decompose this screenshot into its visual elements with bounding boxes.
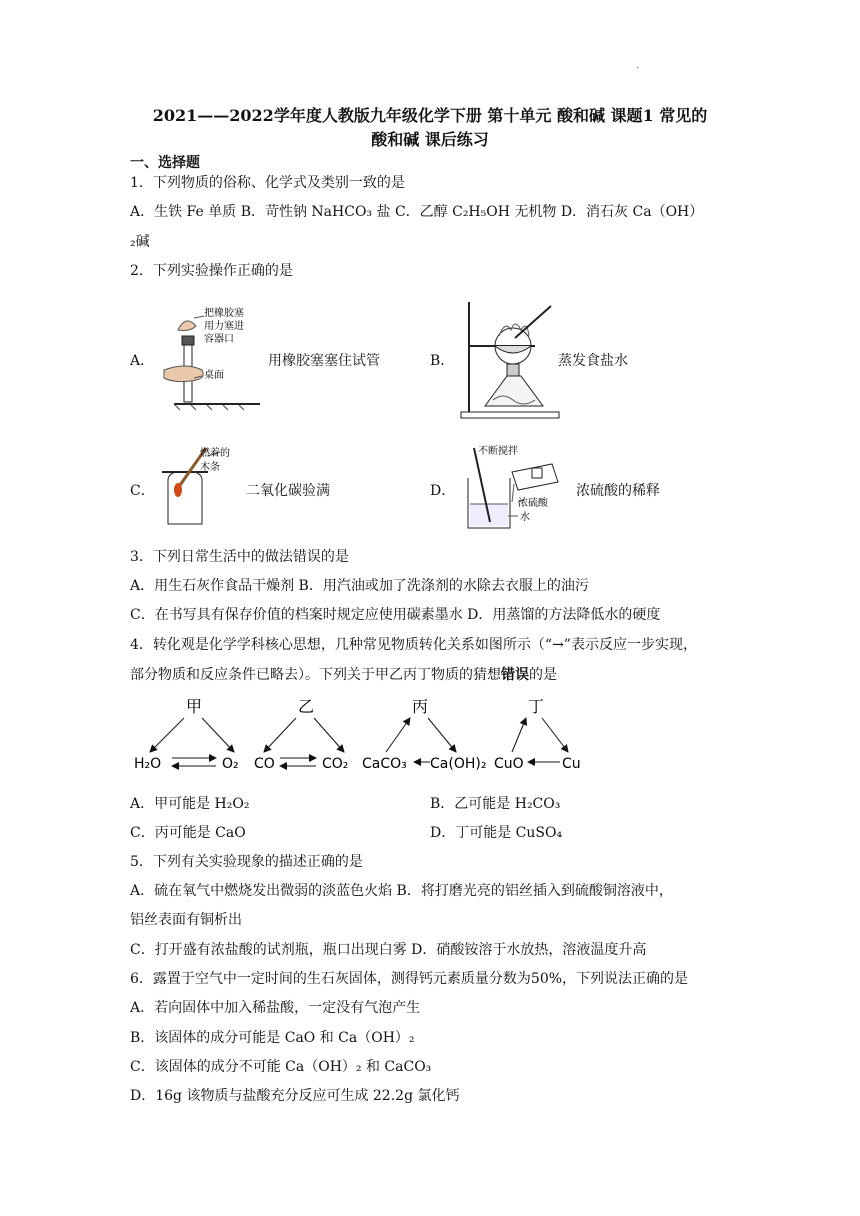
q4-stem-2a: 部分物质和反应条件已略去）。下列关于甲乙丙丁物质的猜想	[130, 667, 501, 683]
q5-line-1: A．硫在氧气中燃烧发出微弱的淡蓝色火焰 B．将打磨光亮的铝丝插入到硫酸铜溶液中，	[130, 883, 673, 899]
q4-stem-2c: 的是	[529, 667, 557, 683]
q5-line-3: C．打开盛有浓盐酸的试剂瓶，瓶口出现白雾 D．硝酸铵溶于水放热，溶液温度升高	[130, 942, 647, 958]
q2-option-a-text: 用橡胶塞塞住试管	[268, 353, 380, 369]
q3-line-2: C．在书写具有保存价值的档案时规定应使用碳素墨水 D．用蒸馏的方法降低水的硬度	[130, 607, 661, 623]
evaporation-figure	[455, 296, 565, 422]
node-o2: O₂	[222, 756, 239, 772]
stopper-label-3: 容器口	[204, 334, 234, 345]
q6-option-a: A．若向固体中加入稀盐酸，一定没有气泡产生	[130, 1000, 421, 1016]
q4-option-b: B．乙可能是 H₂CO₃	[430, 796, 561, 812]
q4-option-d: D．丁可能是 CuSO₄	[430, 825, 563, 841]
q2-option-c-text: 二氧化碳验满	[246, 483, 330, 499]
q4-option-a: A．甲可能是 H₂O₂	[130, 796, 250, 812]
q1-options-tail: ₂碱	[130, 234, 150, 250]
q4-stem-2	[130, 664, 557, 684]
acid-label: 浓硫酸	[518, 498, 548, 509]
title-line-2: 酸和碱 课后练习	[371, 130, 489, 149]
stir-label: 不断搅拌	[478, 446, 518, 457]
q5-line-2: 铝丝表面有铜析出	[130, 912, 242, 928]
page-dot: .	[636, 60, 640, 71]
node-jia: 甲	[186, 697, 203, 716]
q4-stem-1: 4．转化观是化学学科核心思想，几种常见物质转化关系如图所示（“→”表示反应一步实现，	[130, 637, 697, 653]
q1-stem: 1．下列物质的俗称、化学式及类别一致的是	[130, 175, 405, 191]
q2-option-b-text: 蒸发食盐水	[558, 353, 628, 369]
q6-option-d: D．16g 该物质与盐酸充分反应可生成 22.2g 氯化钙	[130, 1088, 460, 1104]
q2-option-c-letter: C．	[130, 483, 155, 499]
node-cuo: CuO	[494, 756, 524, 772]
stopper-label-1: 把橡胶塞	[204, 308, 244, 319]
co2-test-figure	[160, 444, 260, 528]
q6-option-c: C．该固体的成分不可能 Ca（OH）₂ 和 CaCO₃	[130, 1059, 432, 1075]
match-label-1: 燃着的	[200, 448, 230, 459]
node-cu: Cu	[562, 756, 581, 772]
node-caoh2: Ca(OH)₂	[430, 756, 487, 772]
node-h2o: H₂O	[134, 756, 162, 772]
node-co: CO	[254, 756, 275, 772]
title-line-1: 2021——2022学年度人教版九年级化学下册 第十单元 酸和碱 课题1 常见的	[152, 106, 708, 125]
q2-option-d-text: 浓硫酸的稀释	[576, 483, 660, 499]
section-heading: 一、选择题	[130, 155, 200, 171]
q2-option-d-letter: D．	[430, 483, 456, 499]
node-ding: 丁	[528, 697, 545, 716]
acid-dilution-figure	[460, 442, 570, 532]
q2-option-a-letter: A．	[130, 353, 155, 369]
q5-stem: 5．下列有关实验现象的描述正确的是	[130, 854, 363, 870]
node-co2: CO₂	[322, 756, 349, 772]
match-label-2: 木条	[200, 462, 220, 473]
conversion-diagram	[130, 694, 600, 780]
stopper-label-4: 桌面	[204, 370, 224, 381]
rubber-stopper-figure	[160, 300, 270, 410]
q3-stem: 3．下列日常生活中的做法错误的是	[130, 549, 349, 565]
q4-stem-emphasis: 错误	[501, 667, 529, 683]
q6-stem: 6．露置于空气中一定时间的生石灰固体，测得钙元素质量分数为50%，下列说法正确的是	[130, 971, 689, 987]
water-label: 水	[520, 512, 530, 523]
node-bing: 丙	[412, 697, 429, 716]
q4-option-c: C．丙可能是 CaO	[130, 825, 246, 841]
q2-stem: 2．下列实验操作正确的是	[130, 263, 293, 279]
q3-line-1: A．用生石灰作食品干燥剂 B．用汽油或加了洗涤剂的水除去衣服上的油污	[130, 578, 589, 594]
q2-option-b-letter: B．	[430, 353, 455, 369]
node-yi: 乙	[298, 697, 315, 716]
q1-options: A．生铁 Fe 单质 B．苛性钠 NaHCO₃ 盐 C．乙醇 C₂H₅OH 无机物 D．消石灰 Ca（OH）	[130, 204, 704, 220]
node-caco3: CaCO₃	[362, 756, 407, 772]
q6-option-b: B．该固体的成分可能是 CaO 和 Ca（OH）₂	[130, 1030, 415, 1046]
stopper-label-2: 用力塞进	[204, 321, 244, 332]
